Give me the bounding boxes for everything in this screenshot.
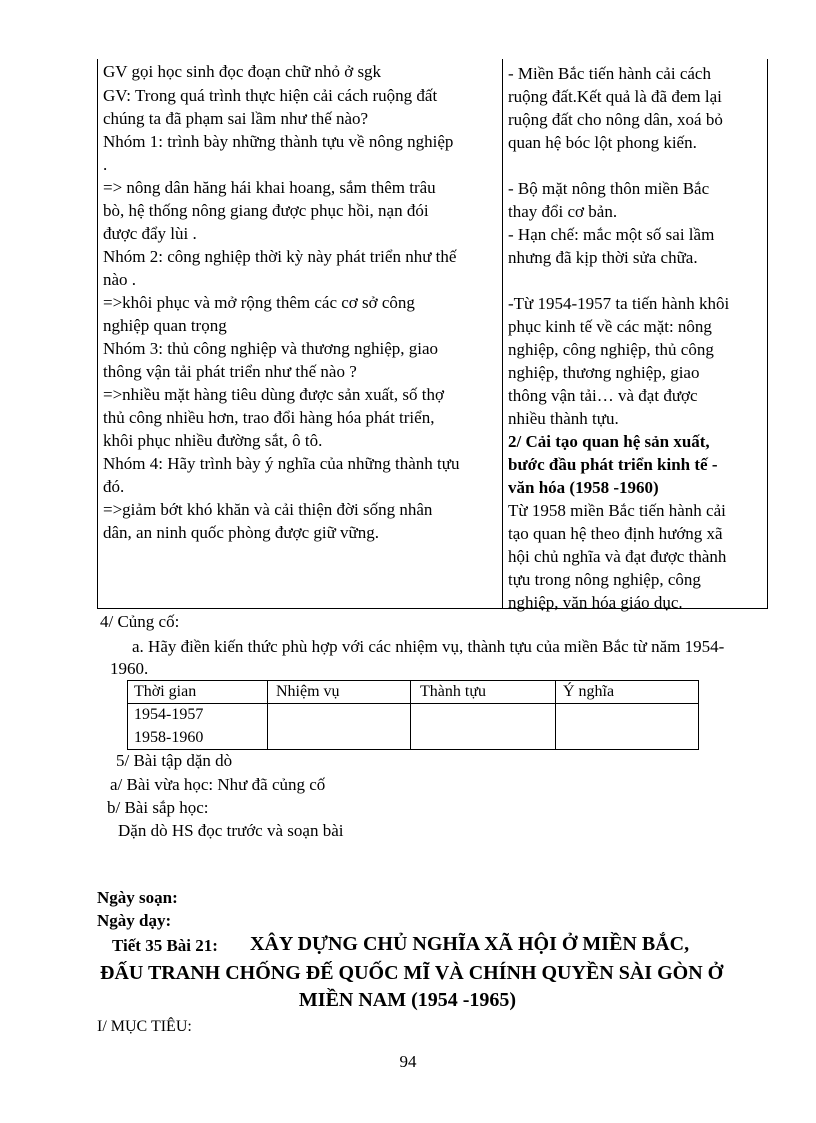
consolidation-heading: 4/ Củng cố: xyxy=(100,612,180,631)
left-line: thông vận tải phát triển như thế nào ? xyxy=(103,362,357,381)
left-line: GV: Trong quá trình thực hiện cải cách ruộng đất xyxy=(103,86,438,105)
left-line: Nhóm 3: thủ công nghiệp và thương nghiệp, giao xyxy=(103,339,439,358)
right-line: nghiệp, công nghiệp, thủ công xyxy=(508,340,714,359)
right-line: tạo quan hệ theo định hướng xã xyxy=(508,524,723,543)
right-line: thay đổi cơ bản. xyxy=(508,202,618,221)
right-line: nghiệp, thương nghiệp, giao xyxy=(508,363,700,382)
right-line: -Từ 1954-1957 ta tiến hành khôi xyxy=(508,294,730,313)
homework-heading: 5/ Bài tập dặn dò xyxy=(116,751,233,770)
teach-date-label: Ngày dạy: xyxy=(97,911,172,930)
left-line: =>nhiều mặt hàng tiêu dùng được sản xuất, số thợ xyxy=(103,385,444,404)
homework-detail: Dặn dò HS đọc trước và soạn bài xyxy=(118,821,344,840)
right-line: nhưng đã kịp thời sửa chữa. xyxy=(508,248,698,267)
section-heading: văn hóa (1958 -1960) xyxy=(508,478,659,497)
right-line: - Bộ mặt nông thôn miền Bắc xyxy=(508,179,710,198)
lesson-number: Tiết 35 Bài 21: xyxy=(112,936,218,955)
right-line: tựu trong nông nghiệp, công xyxy=(508,570,701,589)
consolidation-question: a. Hãy điền kiến thức phù hợp với các nhiệm vụ, thành tựu của miền Bắc từ năm 1954- xyxy=(132,637,725,656)
objectives-heading: I/ MỤC TIÊU: xyxy=(97,1018,192,1035)
left-line: được đẩy lùi . xyxy=(103,224,197,243)
table-cell: 1958-1960 xyxy=(134,729,204,746)
right-line: - Hạn chế: mắc một số sai lầm xyxy=(508,225,715,244)
right-line: ruộng đất.Kết quả là đã đem lại xyxy=(508,87,722,106)
right-line: quan hệ bóc lột phong kiến. xyxy=(508,133,697,152)
left-line: Nhóm 4: Hãy trình bày ý nghĩa của những thành tựu xyxy=(103,454,460,473)
left-line: Nhóm 1: trình bày những thành tựu về nông nghiệp xyxy=(103,132,454,151)
lesson-title-line1: XÂY DỰNG CHỦ NGHĨA XÃ HỘI Ở MIỀN BẮC, xyxy=(250,933,690,955)
page-number: 94 xyxy=(399,1052,417,1071)
table-header: Ý nghĩa xyxy=(563,683,615,700)
section-heading: 2/ Cải tạo quan hệ sản xuất, xyxy=(508,432,710,451)
right-line: Từ 1958 miền Bắc tiến hành cải xyxy=(508,501,726,520)
left-line: . xyxy=(103,155,108,174)
right-line: phục kinh tế về các mặt: nông xyxy=(508,317,712,336)
section-heading: bước đầu phát triển kinh tế - xyxy=(508,455,718,474)
left-line: khôi phục nhiều đường sắt, ô tô. xyxy=(103,431,323,450)
consolidation-question: 1960. xyxy=(110,659,149,678)
prep-date-label: Ngày soạn: xyxy=(97,888,178,907)
left-line: => nông dân hăng hái khai hoang, sắm thêm trâu xyxy=(103,178,436,197)
left-line: GV gọi học sinh đọc đoạn chữ nhỏ ở sgk xyxy=(103,62,382,81)
table-header: Thời gian xyxy=(134,683,197,700)
homework-item: a/ Bài vừa học: Như đã củng cố xyxy=(110,775,326,794)
right-line: nhiều thành tựu. xyxy=(508,409,619,428)
left-line: nghiệp quan trọng xyxy=(103,316,227,335)
lesson-title-line2: ĐẤU TRANH CHỐNG ĐẾ QUỐC MĨ VÀ CHÍNH QUYỀN SÀI GÒN Ở xyxy=(100,962,724,984)
right-line: nghiệp, văn hóa giáo dục. xyxy=(508,593,683,612)
table-cell: 1954-1957 xyxy=(134,706,204,723)
right-line: hội chủ nghĩa và đạt được thành xyxy=(508,547,727,566)
left-line: =>giảm bớt khó khăn và cải thiện đời sống nhân xyxy=(103,500,433,519)
left-line: =>khôi phục và mở rộng thêm các cơ sở công xyxy=(103,293,415,312)
lesson-title-line3: MIỀN NAM (1954 -1965) xyxy=(298,989,517,1011)
left-line: thủ công nhiều hơn, trao đổi hàng hóa phát triển, xyxy=(103,408,435,427)
left-line: nào . xyxy=(103,270,137,289)
left-line: đó. xyxy=(103,477,125,496)
left-line: dân, an ninh quốc phòng được giữ vững. xyxy=(103,523,380,542)
left-line: bò, hệ thống nông giang được phục hồi, nạn đói xyxy=(103,201,429,220)
left-line: Nhóm 2: công nghiệp thời kỳ này phát triển như thế xyxy=(103,247,457,266)
right-line: thông vận tải… và đạt được xyxy=(508,386,698,405)
right-line: ruộng đất cho nông dân, xoá bỏ xyxy=(508,110,723,129)
table-header: Nhiệm vụ xyxy=(276,683,340,700)
table-header: Thành tựu xyxy=(420,683,486,700)
left-line: chúng ta đã phạm sai lầm như thế nào? xyxy=(103,109,369,128)
right-line: - Miền Bắc tiến hành cải cách xyxy=(508,64,711,83)
homework-item: b/ Bài sắp học: xyxy=(107,798,209,817)
